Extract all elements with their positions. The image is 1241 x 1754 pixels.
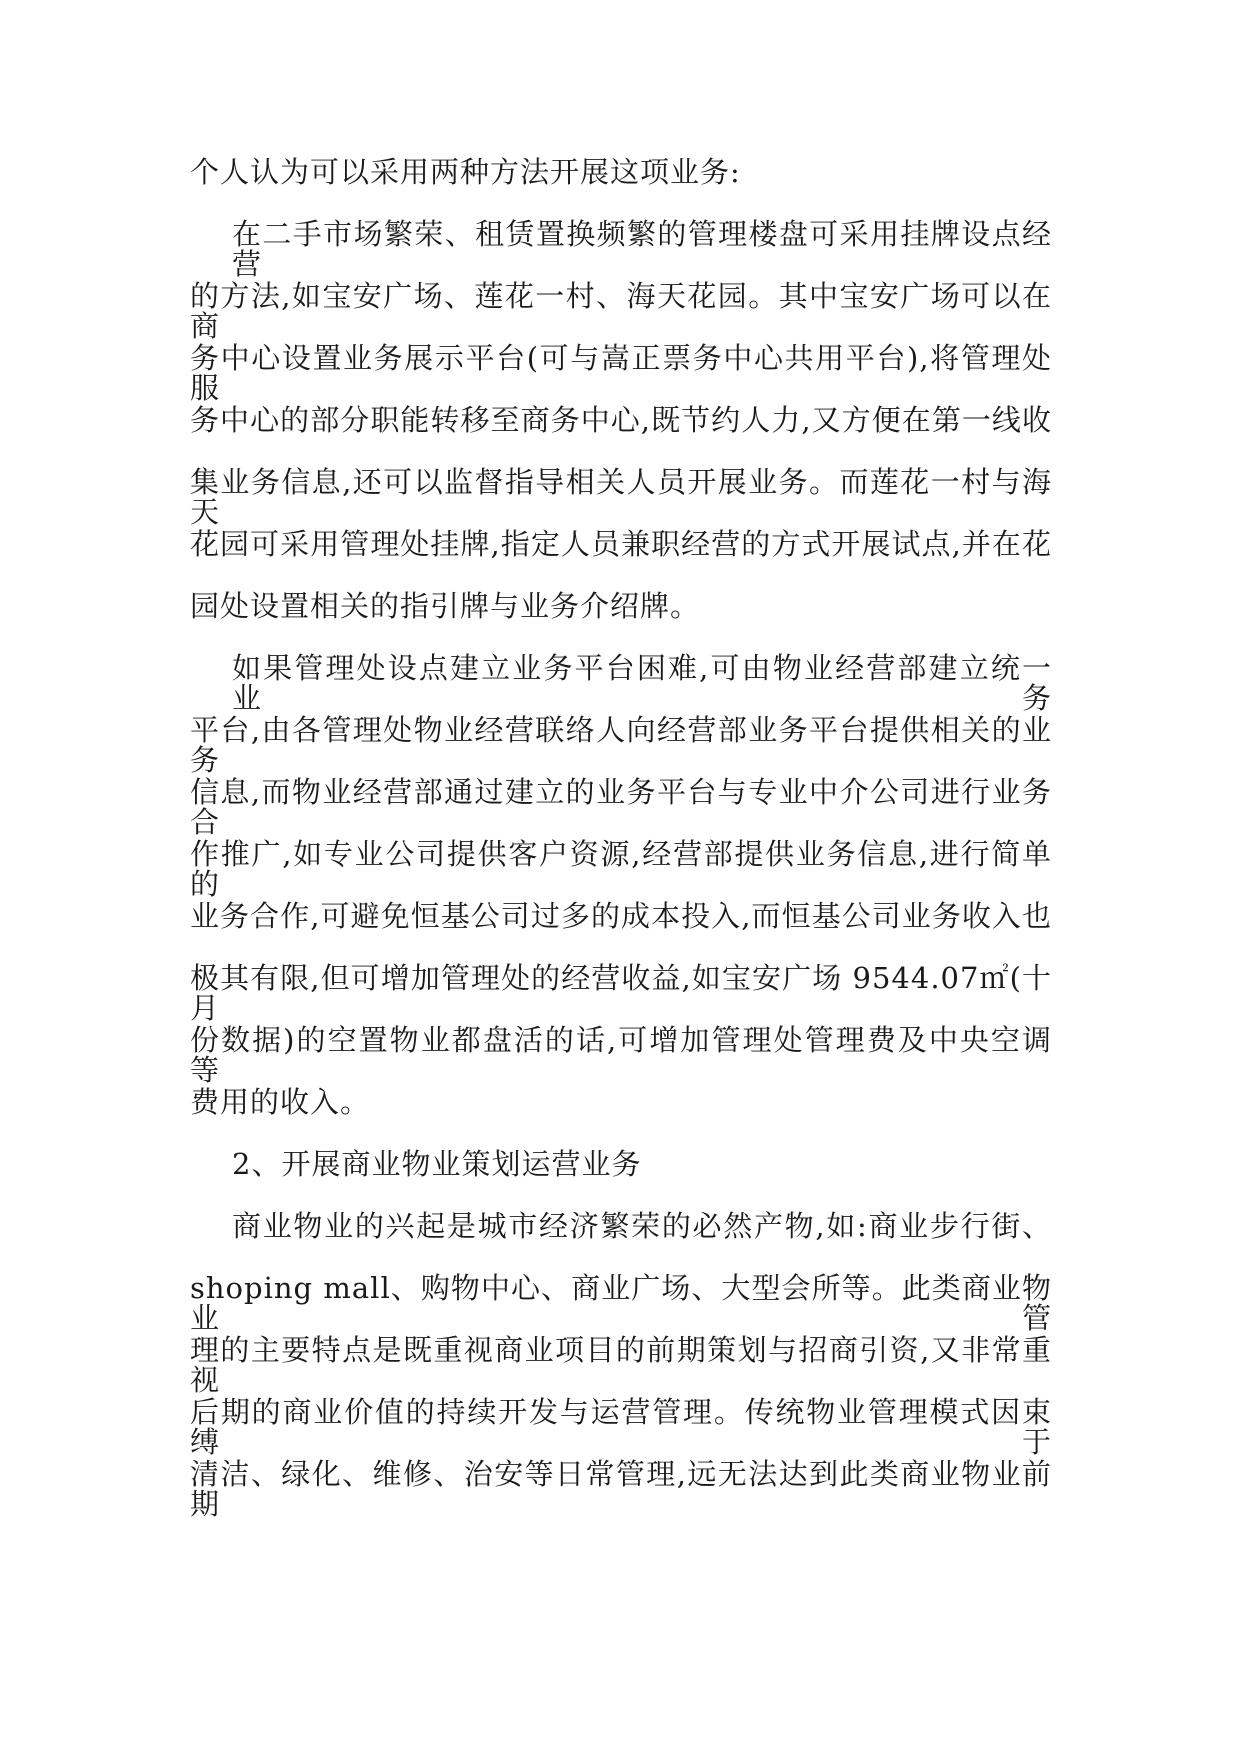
text-line: 园处设置相关的指引牌与业务介绍牌。 [190,589,701,623]
paragraph-first-line: 商业物业的兴起是城市经济繁荣的必然产物,如:商业步行街、 [232,1209,1052,1243]
text-line: 的方法,如宝安广场、莲花一村、海天花园。其中宝安广场可以在商 [190,279,1052,343]
text-line: 平台,由各管理处物业经营联络人向经营部业务平台提供相关的业务 [190,713,1052,777]
text-line: 份数据)的空置物业都盘活的话,可增加管理处管理费及中央空调等 [190,1023,1052,1087]
text-line: 业务合作,可避免恒基公司过多的成本投入,而恒基公司业务收入也 [190,899,1052,933]
text-line: 极其有限,但可增加管理处的经营收益,如宝安广场 9544.07㎡(十月 [190,961,1052,1025]
text-line: 务中心的部分职能转移至商务中心,既节约人力,又方便在第一线收 [190,403,1052,437]
text-line: 信息,而物业经营部通过建立的业务平台与专业中介公司进行业务合 [190,775,1052,839]
document-page [190,157,1052,1521]
text-line: 费用的收入。 [190,1085,371,1119]
text-line: shoping mall、购物中心、商业广场、大型会所等。此类商业物业管 [190,1271,1052,1335]
paragraph-first-line: 如果管理处设点建立业务平台困难,可由物业经营部建立统一业务 [232,651,1052,715]
text-line: 后期的商业价值的持续开发与运营管理。传统物业管理模式因束缚于 [190,1395,1052,1459]
text-line: 作推广,如专业公司提供客户资源,经营部提供业务信息,进行简单的 [190,837,1052,901]
text-line: 个人认为可以采用两种方法开展这项业务: [190,155,741,189]
text-line: 集业务信息,还可以监督指导相关人员开展业务。而莲花一村与海天 [190,465,1052,529]
text-line: 理的主要特点是既重视商业项目的前期策划与招商引资,又非常重视 [190,1333,1052,1397]
text-line: 务中心设置业务展示平台(可与嵩正票务中心共用平台),将管理处服 [190,341,1052,405]
section-heading: 2、开展商业物业策划运营业务 [232,1147,642,1181]
paragraph-first-line: 在二手市场繁荣、租赁置换频繁的管理楼盘可采用挂牌设点经营 [232,217,1052,281]
text-line: 花园可采用管理处挂牌,指定人员兼职经营的方式开展试点,并在花 [190,527,1052,561]
text-line: 清洁、绿化、维修、治安等日常管理,远无法达到此类商业物业前期 [190,1457,1052,1521]
